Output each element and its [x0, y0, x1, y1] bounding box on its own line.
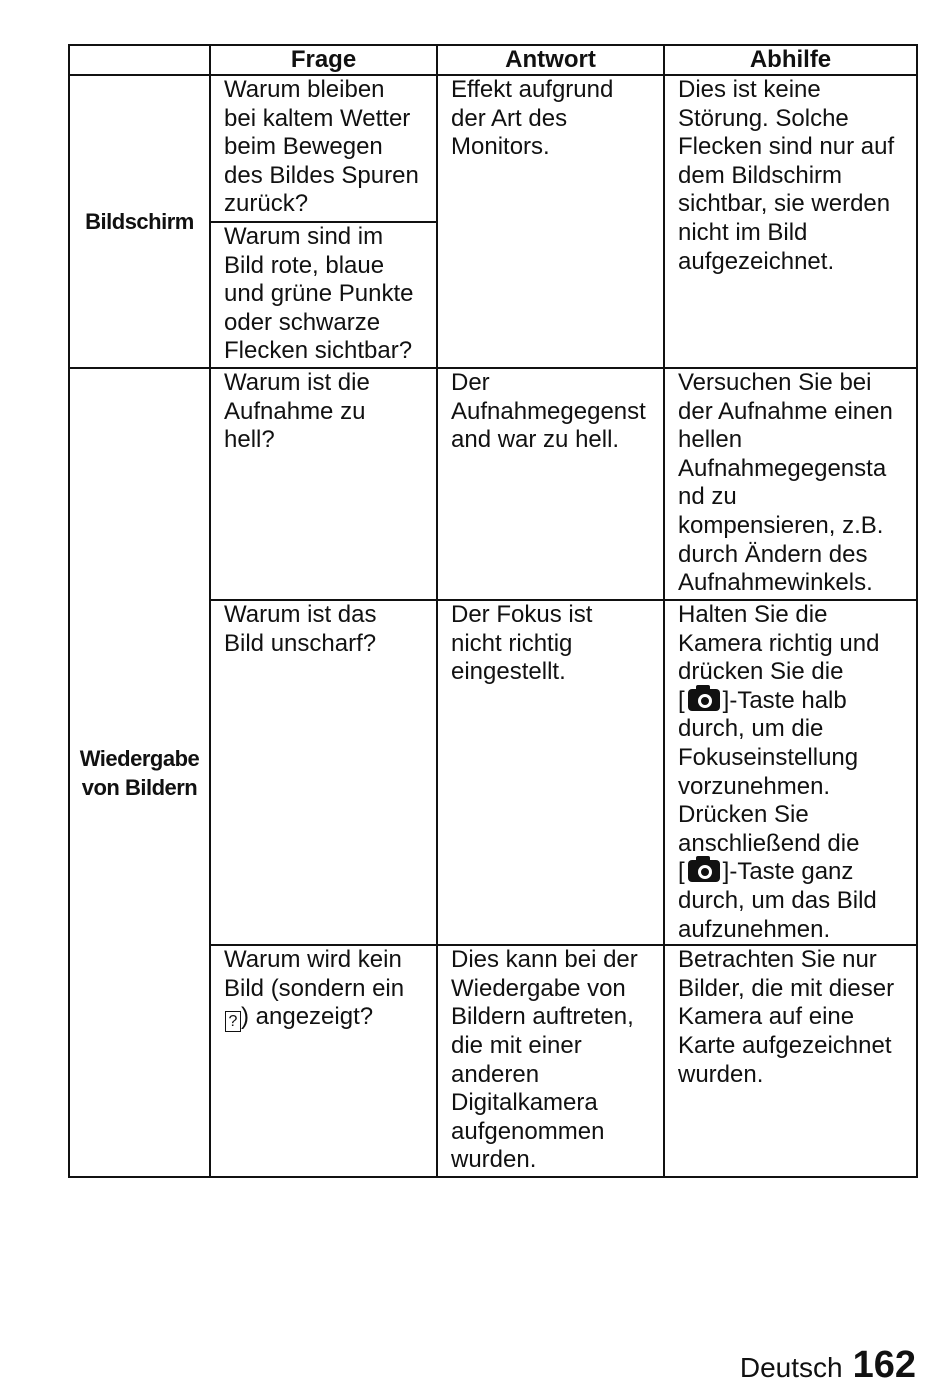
page-number: 162 [852, 1344, 916, 1386]
question-cell: Warum ist das Bild unscharf? [210, 600, 437, 945]
question-cell [210, 945, 437, 1177]
table-row [69, 368, 917, 600]
answer-cell: Der Aufnahmegegenst and war zu hell. [437, 368, 664, 600]
answer-cell: Der Fokus ist nicht richtig eingestellt. [437, 600, 664, 945]
remedy-text-part: Halten Sie die Kamera richtig und drücken Sie die [ [678, 601, 880, 714]
table-header-row [69, 45, 917, 75]
table-row [69, 75, 917, 222]
question-mark-box-icon: ? [225, 1011, 241, 1032]
header-frage: Frage [210, 45, 437, 75]
answer-cell: Dies kann bei der Wiedergabe von Bildern auftreten, die mit einer anderen Digitalkamera aufgenommen wurden. [437, 945, 664, 1177]
remedy-cell: Versuchen Sie bei der Aufnahme einen hellen Aufnahmegegensta nd zu kompensieren, z.B. durch Ändern des Aufnahmewinkels. [664, 368, 917, 600]
camera-icon [688, 860, 720, 882]
question-cell: Warum sind im Bild rote, blaue und grüne Punkte oder schwarze Flecken sichtbar? [210, 222, 437, 368]
question-cell: Warum bleiben bei kaltem Wetter beim Bewegen des Bildes Spuren zurück? [210, 75, 437, 222]
question-text-part: ) angezeigt? [241, 1003, 374, 1031]
camera-icon [688, 689, 720, 711]
remedy-text-part: ]-Taste halb durch, um die Fokuseinstellung vorzunehmen. Drücken Sie anschließend die [ [678, 686, 860, 886]
header-antwort: Antwort [437, 45, 664, 75]
question-cell: Warum ist die Aufnahme zu hell? [210, 368, 437, 600]
footer-language: Deutsch [739, 1352, 843, 1383]
category-bildschirm: Bildschirm [69, 75, 210, 368]
category-wiedergabe: Wiedergabe von Bildern [69, 368, 210, 1177]
remedy-cell [664, 600, 917, 945]
remedy-cell: Dies ist keine Störung. Solche Flecken sind nur auf dem Bildschirm sichtbar, sie werden nicht im Bild aufgezeichnet. [664, 75, 917, 368]
header-empty [69, 45, 210, 75]
header-abhilfe: Abhilfe [664, 45, 917, 75]
remedy-cell: Betrachten Sie nur Bilder, die mit dieser Kamera auf eine Karte aufgezeichnet wurden. [664, 945, 917, 1177]
troubleshooting-table [68, 44, 918, 1178]
question-text-part: Warum wird kein Bild (sondern ein [224, 946, 405, 1002]
page-footer [740, 1344, 916, 1387]
remedy-text-part: ]-Taste ganz durch, um das Bild aufzunehmen. [678, 858, 877, 943]
answer-cell: Effekt aufgrund der Art des Monitors. [437, 75, 664, 368]
